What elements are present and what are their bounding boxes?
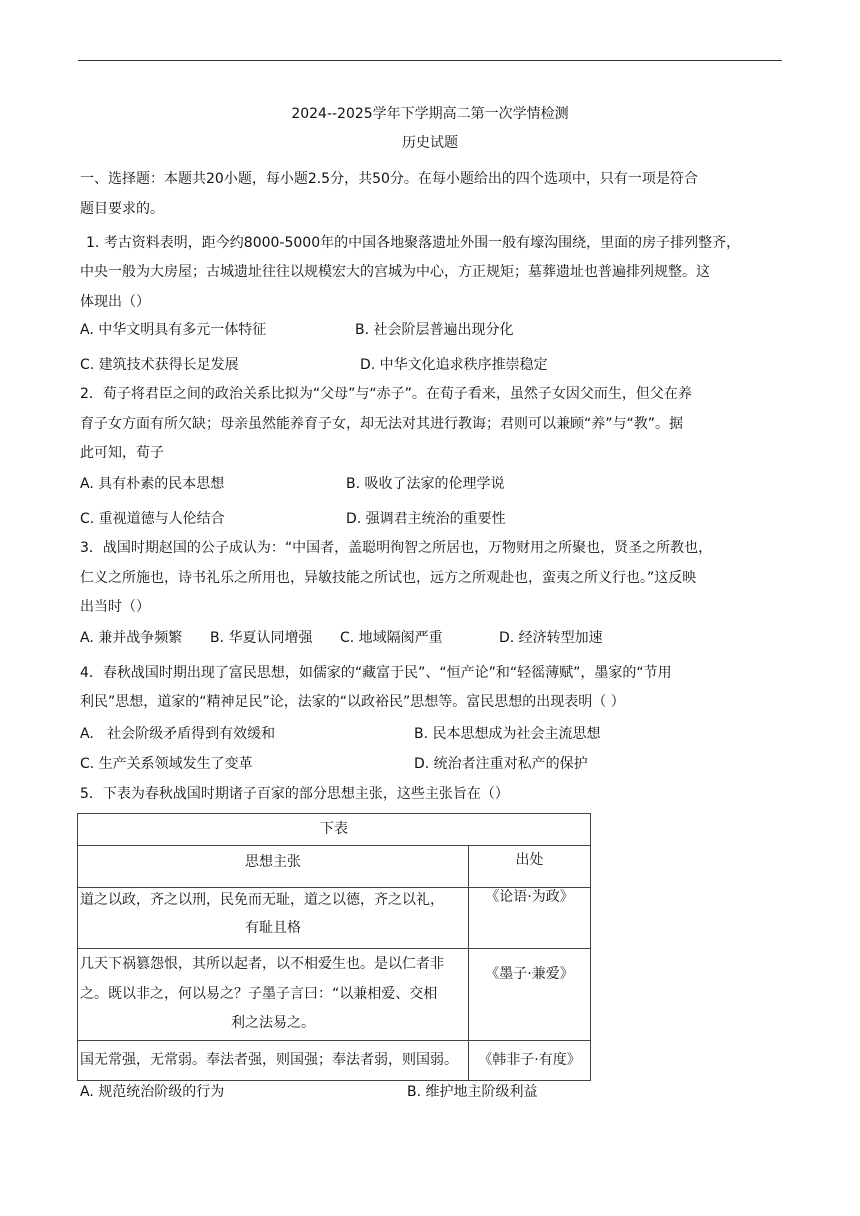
table-header-source: 出处 xyxy=(515,852,544,868)
q4-option-d: D. 统治者注重对私产的保护 xyxy=(414,756,588,772)
table-row-1-line: 有耻且格 xyxy=(245,920,301,936)
q3-stem-line: 仁义之所施也，诗书礼乐之所用也，异敏技能之所试也，远方之所观赴也，蛮夷之所义行也。”这反映 xyxy=(80,570,697,586)
q4-stem-line: 4．春秋战国时期出现了富民思想，如儒家的“藏富于民”、“恒产论”和“轻徭薄赋”，墨家的“节用 xyxy=(80,665,672,681)
q3-stem-line: 出当时（） xyxy=(80,599,150,615)
q2-stem-line: 此可知，荀子 xyxy=(80,445,164,461)
table-row-2-line: 之。既以非之，何以易之？子墨子言曰：“以兼相爱、交相 xyxy=(80,986,438,1002)
q5-option-a: A. 规范统治阶级的行为 xyxy=(80,1084,225,1100)
q1-option-d: D. 中华文化追求秩序推崇稳定 xyxy=(360,357,548,373)
table-row-2-line: 几天下祸篡怨恨，其所以起者，以不相爱生也。是以仁者非 xyxy=(80,956,444,972)
header-rule xyxy=(78,60,782,61)
q5-table xyxy=(77,813,591,1081)
q1-stem-line: 1. 考古资料表明，距今约8000-5000年的中国各地聚落遗址外围一般有壕沟围绕，里面的房子排列整齐， xyxy=(86,235,741,251)
q1-stem-line: 中央一般为大房屋；古城遗址往往以规模宏大的宫城为中心，方正规矩；墓葬遗址也普遍排列规整。这 xyxy=(80,264,710,280)
table-rule xyxy=(78,1040,590,1041)
q1-option-b: B. 社会阶层普遍出现分化 xyxy=(355,322,514,338)
table-row-1-source: 《论语·为政》 xyxy=(485,889,574,905)
page-subtitle: 历史试题 xyxy=(402,135,458,151)
q2-option-b: B. 吸收了法家的伦理学说 xyxy=(346,476,505,492)
page-title: 2024--2025学年下学期高二第一次学情检测 xyxy=(291,106,569,122)
q4-option-b: B. 民本思想成为社会主流思想 xyxy=(414,726,601,742)
q5-stem: 5．下表为春秋战国时期诸子百家的部分思想主张，这些主张旨在（） xyxy=(80,786,509,802)
table-row-3-line: 国无常强，无常弱。奉法者强，则国强；奉法者弱，则国弱。 xyxy=(80,1052,458,1068)
q1-stem-line: 体现出（） xyxy=(80,294,150,310)
table-rule xyxy=(78,948,590,949)
table-caption: 下表 xyxy=(320,821,348,837)
q4-stem-line: 利民”思想，道家的“精神足民”论，法家的“以政裕民”思想等。富民思想的出现表明（ ） xyxy=(80,694,625,710)
q3-option-c: C. 地域隔阂严重 xyxy=(340,630,443,646)
q3-stem-line: 3．战国时期赵国的公子成认为：“中国者，盖聪明徇智之所居也，万物财用之所聚也，贤圣之所教也， xyxy=(80,540,713,556)
q2-stem-line: 2．荀子将君臣之间的政治关系比拟为“父母”与“赤子”。在荀子看来，虽然子女因父而生，但父在养 xyxy=(80,386,692,402)
q1-option-c: C. 建筑技术获得长足发展 xyxy=(80,357,239,373)
table-row-3-source: 《韩非子·有度》 xyxy=(478,1052,581,1068)
table-rule xyxy=(78,845,590,846)
table-row-1-line: 道之以政，齐之以刑，民免而无耻，道之以德，齐之以礼， xyxy=(80,892,444,908)
q4-option-c: C. 生产关系领域发生了变革 xyxy=(80,756,253,772)
q2-option-d: D. 强调君主统治的重要性 xyxy=(346,511,506,527)
section-instructions-cont: 题目要求的。 xyxy=(80,201,164,217)
table-header-content: 思想主张 xyxy=(245,854,301,870)
q3-option-a: A. 兼并战争频繁 xyxy=(80,630,183,646)
q2-option-a: A. 具有朴素的民本思想 xyxy=(80,476,225,492)
q3-option-d: D. 经济转型加速 xyxy=(499,630,603,646)
q2-stem-line: 育子女方面有所欠缺；母亲虽然能养育子女，却无法对其进行教诲；君则可以兼顾“养”与“教”。据 xyxy=(80,416,684,432)
table-row-2-source: 《墨子·兼爱》 xyxy=(485,966,574,982)
q3-option-b: B. 华夏认同增强 xyxy=(210,630,313,646)
q4-option-a: A. 社会阶级矛盾得到有效缓和 xyxy=(80,726,276,742)
q2-option-c: C. 重视道德与人伦结合 xyxy=(80,511,225,527)
section-instructions: 一、选择题：本题共20小题，每小题2.5分，共50分。在每小题给出的四个选项中，只有一项是符合 xyxy=(80,171,698,187)
q1-option-a: A. 中华文明具有多元一体特征 xyxy=(80,322,267,338)
table-column-divider xyxy=(468,845,469,1080)
q5-option-b: B. 维护地主阶级利益 xyxy=(407,1084,538,1100)
table-row-2-line: 利之法易之。 xyxy=(231,1015,315,1031)
